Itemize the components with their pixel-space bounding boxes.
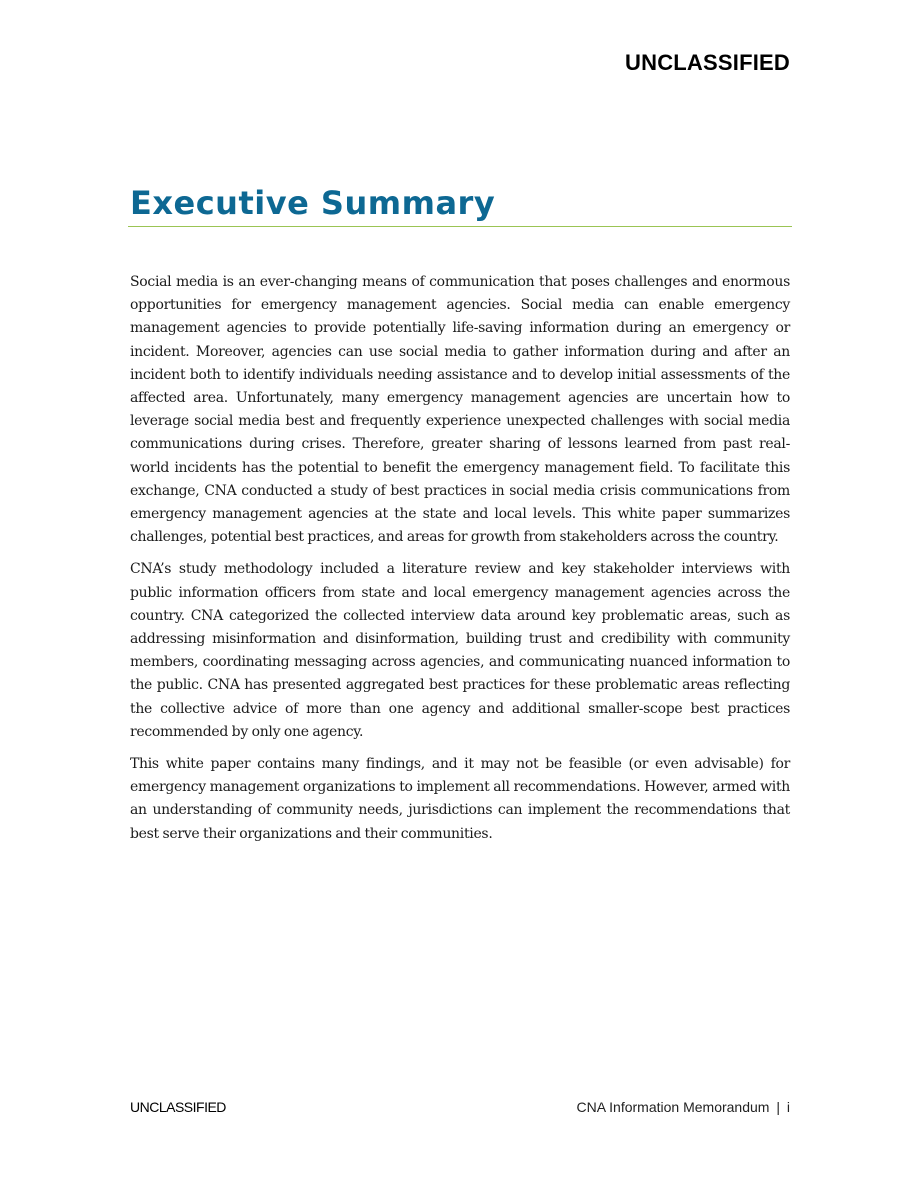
footer-page-label	[576, 1099, 790, 1115]
page-title: Executive Summary	[130, 184, 496, 222]
summary-paragraph-3: This white paper contains many findings, and it may not be feasible (or even advisable) for emergency management organizations to implement all recommendations. However, armed with an understanding of community needs, jurisdictions can implement the recommendations that best serve their organizations and their communities.	[130, 756, 790, 842]
footer-classification-marking: UNCLASSIFIED	[130, 1099, 226, 1115]
footer-page-number: i	[786, 1099, 790, 1115]
executive-summary-body	[130, 271, 790, 855]
summary-paragraph-2: CNA’s study methodology included a literature review and key stakeholder interviews with public information officers from state and local emergency management agencies across the country. CNA categorized the collected interview data around key problematic areas, such as addressing misinformation and disinformation, building trust and credibility with community members, coordinating messaging across agencies, and communicating nuanced information to the public. CNA has presented aggregated best practices for these problematic areas reflecting the collective advice of more than one agency and additional smaller-scope best practices recommended by only one agency.	[130, 561, 790, 740]
title-divider	[128, 226, 792, 227]
summary-paragraph-1: Social media is an ever-changing means of communication that poses challenges and enormous opportunities for emergency management agencies. Social media can enable emergency management agencies to provide potentially life-saving information during an emergency or incident. Moreover, agencies can use social media to gather information during and after an incident both to identify individuals needing assistance and to develop initial assessments of the affected area. Unfortunately, many emergency management agencies are uncertain how to leverage social media best and frequently experience unexpected challenges with social media communications during crises. Therefore, greater sharing of lessons learned from past real-world incidents has the potential to benefit the emergency management field. To facilitate this exchange, CNA conducted a study of best practices in social media crisis communications from emergency management agencies at the state and local levels. This white paper summarizes challenges, potential best practices, and areas for growth from stakeholders across the country.	[130, 274, 790, 546]
footer-publication-name: CNA Information Memorandum	[576, 1099, 770, 1115]
footer-separator: |	[776, 1099, 780, 1115]
header-classification-marking: UNCLASSIFIED	[625, 50, 790, 75]
